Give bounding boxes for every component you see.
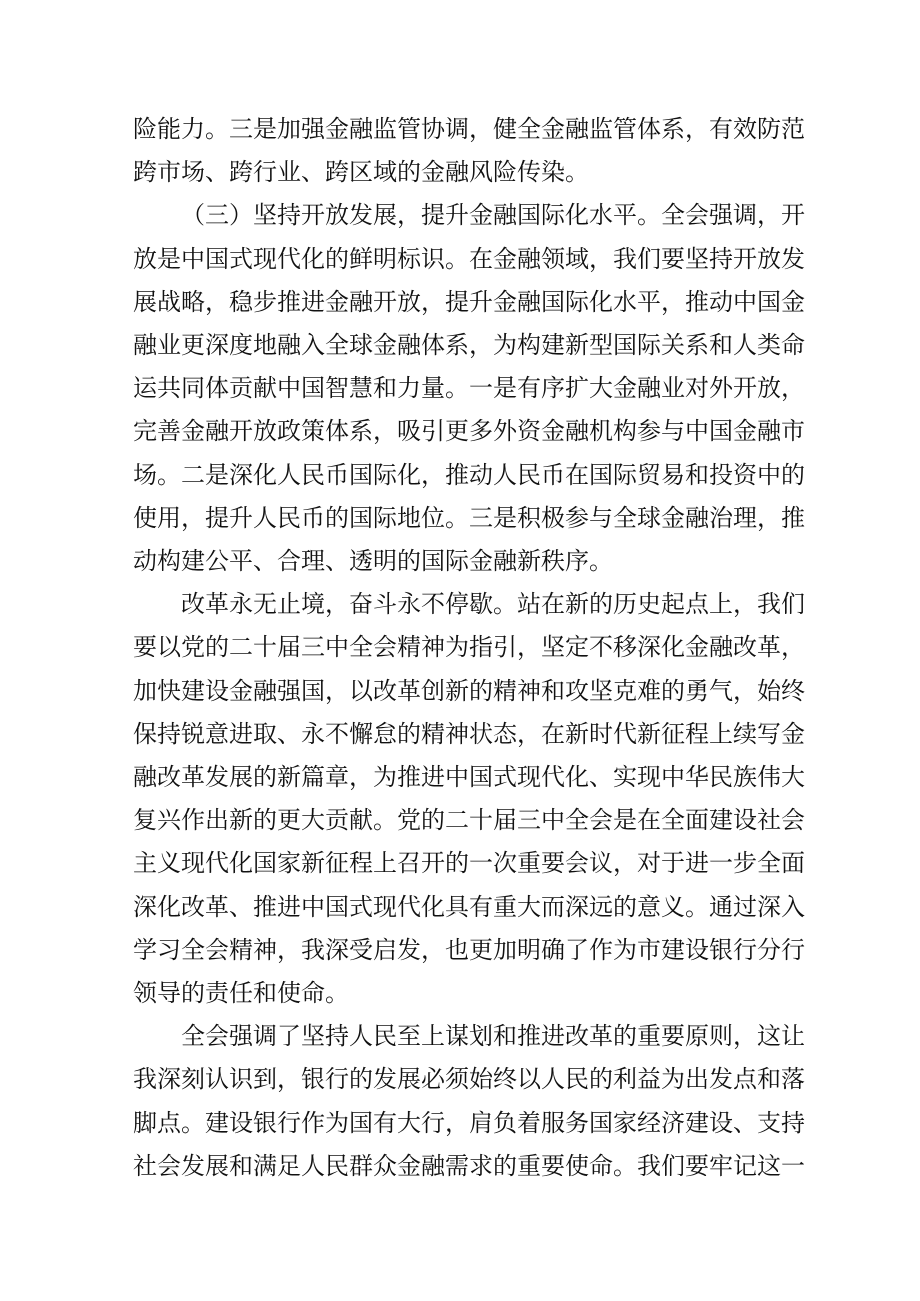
text-line: 融改革发展的新篇章，为推进中国式现代化、实现中华民族伟大 — [133, 763, 805, 792]
paragraph-2 — [133, 194, 805, 583]
text-line: 放是中国式现代化的鲜明标识。在金融领域，我们要坚持开放发 — [133, 244, 805, 273]
text-line: （三）坚持开放发展，提升金融国际化水平。全会强调，开 — [181, 201, 805, 230]
text-line: 改革永无止境，奋斗永不停歇。站在新的历史起点上，我们 — [181, 590, 805, 619]
text-line: 我深刻认识到，银行的发展必须始终以人民的利益为出发点和落 — [133, 1065, 805, 1094]
document-body — [133, 108, 805, 1188]
text-line: 运共同体贡献中国智慧和力量。一是有序扩大金融业对外开放， — [133, 374, 805, 403]
text-line: 险能力。三是加强金融监管协调，健全金融监管体系，有效防范 — [133, 115, 805, 143]
text-line: 主义现代化国家新征程上召开的一次重要会议，对于进一步全面 — [133, 849, 805, 878]
text-line: 学习全会精神，我深受启发，也更加明确了作为市建设银行分行 — [133, 935, 805, 964]
paragraph-3 — [133, 583, 805, 1015]
text-line: 加快建设金融强国，以改革创新的精神和攻坚克难的勇气，始终 — [133, 676, 805, 705]
text-line: 动构建公平、合理、透明的国际金融新秩序。 — [133, 547, 613, 576]
paragraph-1 — [133, 108, 805, 194]
text-line: 场。二是深化人民币国际化，推动人民币在国际贸易和投资中的 — [133, 460, 805, 489]
text-line: 要以党的二十届三中全会精神为指引，坚定不移深化金融改革， — [133, 633, 805, 662]
text-line: 社会发展和满足人民群众金融需求的重要使命。我们要牢记这一 — [133, 1151, 805, 1180]
text-line: 复兴作出新的更大贡献。党的二十届三中全会是在全面建设社会 — [133, 806, 805, 835]
text-line: 展战略，稳步推进金融开放，提升金融国际化水平，推动中国金 — [133, 287, 805, 316]
paragraph-4 — [133, 1015, 805, 1188]
text-line: 领导的责任和使命。 — [133, 979, 349, 1008]
text-line: 跨市场、跨行业、跨区域的金融风险传染。 — [133, 158, 589, 187]
text-line: 保持锐意进取、永不懈怠的精神状态，在新时代新征程上续写金 — [133, 719, 805, 748]
text-line: 脚点。建设银行作为国有大行，肩负着服务国家经济建设、支持 — [133, 1108, 805, 1137]
text-line: 融业更深度地融入全球金融体系，为构建新型国际关系和人类命 — [133, 331, 805, 360]
text-line: 完善金融开放政策体系，吸引更多外资金融机构参与中国金融市 — [133, 417, 805, 446]
text-line: 全会强调了坚持人民至上谋划和推进改革的重要原则，这让 — [181, 1022, 805, 1051]
text-line: 使用，提升人民币的国际地位。三是积极参与全球金融治理，推 — [133, 503, 805, 532]
text-line: 深化改革、推进中国式现代化具有重大而深远的意义。通过深入 — [133, 892, 805, 921]
